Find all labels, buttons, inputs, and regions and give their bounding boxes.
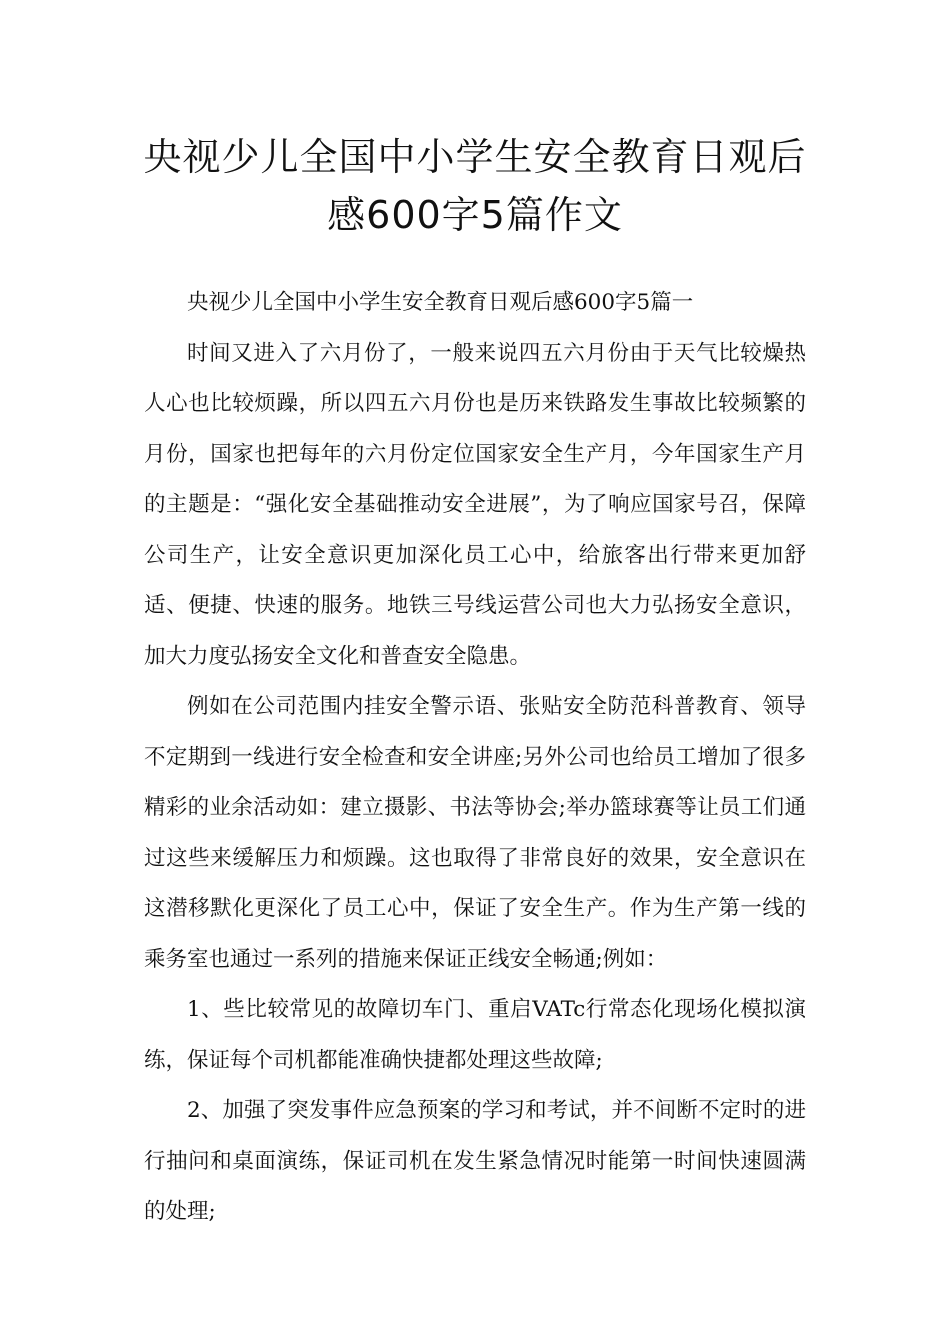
list-item: 2、加强了突发事件应急预案的学习和考试，并不间断不定时的进行抽问和桌面演练，保证司机在发生紧急情况时能第一时间快速圆满的处理; — [144, 1098, 806, 1224]
title-line-1: 央视少儿全国中小学生安全教育日观后 — [143, 135, 807, 179]
section-heading: 央视少儿全国中小学生安全教育日观后感600字5篇一 — [187, 290, 694, 315]
document-body — [144, 278, 806, 1238]
paragraph: 例如在公司范围内挂安全警示语、张贴安全防范科普教育、领导不定期到一线进行安全检查和安全讲座;另外公司也给员工增加了很多精彩的业余活动如：建立摄影、书法等协会;举办篮球赛等让员工们通过这些来缓解压力和烦躁。这也取得了非常良好的效果，安全意识在这潜移默化更深化了员工心中，保证了安全生产。作为生产第一线的乘务室也通过一系列的措施来保证正线安全畅通;例如： — [144, 694, 806, 972]
title-line-2: 感600字5篇作文 — [327, 193, 623, 237]
paragraph: 时间又进入了六月份了，一般来说四五六月份由于天气比较燥热人心也比较烦躁，所以四五六月份也是历来铁路发生事故比较频繁的月份，国家也把每年的六月份定位国家安全生产月，今年国家生产月的主题是：“强化安全基础推动安全进展”，为了响应国家号召，保障公司生产，让安全意识更加深化员工心中，给旅客出行带来更加舒适、便捷、快速的服务。地铁三号线运营公司也大力弘扬安全意识，加大力度弘扬安全文化和普查安全隐患。 — [144, 340, 806, 669]
list-item: 1、些比较常见的故障切车门、重启VATc行常态化现场化模拟演练，保证每个司机都能准确快捷都处理这些故障; — [144, 997, 806, 1073]
document-title — [100, 128, 850, 244]
